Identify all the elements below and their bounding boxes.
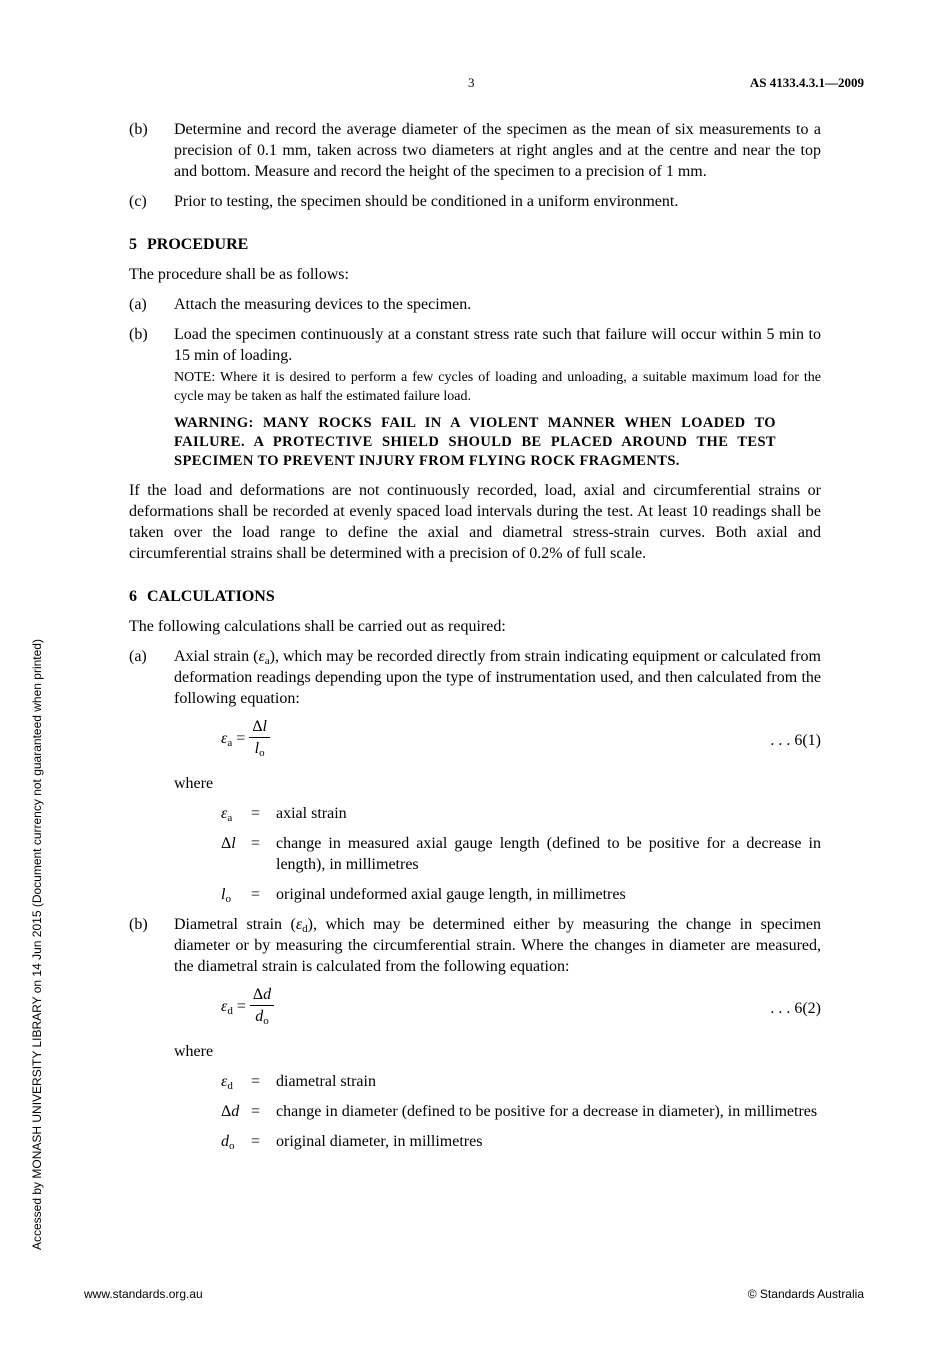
definition-equals: = [251, 886, 261, 903]
section-intro: The following calculations shall be carried out as required: [129, 618, 506, 635]
definition-equals: = [251, 835, 261, 852]
item-text: Axial strain $(\varepsilon_a)$, which may be recorded directly from strain indicating equipment or calculated from deformation readings depending upon the type of instrumentation used, and then calculated from the following equation: [174, 648, 822, 707]
definition-equals: = [251, 1103, 261, 1120]
item-label: (a) [129, 648, 147, 665]
definition-row [221, 1131, 821, 1152]
list-item [129, 646, 821, 709]
definition-row [221, 803, 821, 824]
definition-equals: = [251, 1073, 261, 1090]
equation-6-2 [129, 985, 821, 1035]
item-label: (b) [129, 916, 148, 933]
item-text: Prior to testing, the specimen should be conditioned in a uniform environment. [174, 193, 679, 210]
page-number: 3 [468, 75, 475, 90]
definition-text: change in measured axial gauge length (defined to be positive for a decrease in length), in millimetres [276, 835, 821, 873]
strain-symbol: ε [295, 916, 303, 933]
definition-row [221, 1071, 821, 1092]
fraction-numerator: Δd [250, 985, 274, 1006]
where-label: where [174, 1043, 214, 1060]
standard-designation: AS 4133.4.3.1—2009 [749, 75, 864, 90]
section-intro: The procedure shall be as follows: [129, 266, 349, 283]
equation-lhs: $\varepsilon_a$ = [221, 730, 246, 749]
list-item [129, 191, 821, 212]
definition-equals: = [251, 1133, 261, 1150]
item-label: (c) [129, 193, 147, 210]
definition-symbol: Δl [221, 835, 236, 852]
section-heading-procedure [129, 234, 821, 255]
definition-row [221, 833, 821, 875]
equation-lhs: $\varepsilon_d$ = [221, 998, 246, 1017]
definition-text: change in diameter (defined to be positive for a decrease in diameter), in millimetres [276, 1103, 818, 1120]
definition-symbol: $\varepsilon_d$ [221, 1073, 233, 1092]
list-item [129, 294, 821, 315]
section-heading-calculations [129, 586, 821, 607]
section-number: 5 [129, 236, 137, 253]
list-item [129, 119, 821, 182]
where-label: where [174, 775, 214, 792]
definition-equals: = [251, 805, 261, 822]
definition-text: original diameter, in millimetres [276, 1133, 483, 1150]
item-text: Determine and record the average diameter of the specimen as the mean of six measurements to a precision of 0.1 mm, taken across two diameters at right angles and at the centre and near the top and bottom. Measure and record the height of the specimen to a precision of 1 mm. [174, 121, 821, 180]
item-label: (b) [129, 326, 148, 343]
note-text: NOTE: Where it is desired to perform a few cycles of loading and unloading, a suitable maximum load for the cycle may be taken as half the estimated failure load. [174, 370, 821, 404]
footer-website: www.standards.org.au [84, 1287, 203, 1301]
definition-symbol: $\varepsilon_a$ [221, 805, 233, 824]
definition-symbol: Δd [221, 1103, 240, 1120]
strain-symbol: ε [258, 648, 265, 665]
fraction-denominator: $d_o$ [255, 1008, 269, 1027]
footer-copyright: © Standards Australia [747, 1287, 864, 1301]
list-item [129, 914, 821, 977]
item-text: Diametral strain $(\varepsilon_d)$, which may be determined either by measuring the change in specimen diameter or by measuring the circumferential strain. Where the changes in diameter are measured, the diametral strain is calculated from the following equation: [174, 916, 821, 975]
item-label: (a) [129, 296, 147, 313]
warning-text: WARNING: MANY ROCKS FAIL IN A VIOLENT MANNER WHEN LOADED TO FAILURE. A PROTECTIVE SHIELD SHOULD BE PLACED AROUND THE TEST SPECIMEN TO PREVENT INJURY FROM FLYING ROCK FRAGMENTS. [174, 415, 776, 469]
equation-6-1 [129, 717, 821, 767]
fraction-numerator: Δl [249, 717, 270, 738]
definition-symbol: $l_o$ [221, 886, 231, 905]
definition-text: axial strain [276, 805, 347, 822]
definition-row [221, 884, 821, 905]
access-watermark: Accessed by MONASH UNIVERSITY LIBRARY on 14 Jun 2015 (Document currency not guaranteed when printed) [30, 639, 44, 1250]
definition-symbol: $d_o$ [221, 1133, 235, 1152]
section-title: CALCULATIONS [147, 588, 275, 605]
equation-number: . . . 6(1) [770, 732, 821, 749]
paragraph: If the load and deformations are not continuously recorded, load, axial and circumferential strains or deformations shall be recorded at evenly spaced load intervals during the test. At least 10 readings shall be taken over the load range to define the axial and diametral stress-strain curves. Both axial and circumferential strains shall be determined with a precision of 0.2% of full scale. [129, 482, 821, 562]
equation-number: . . . 6(2) [770, 1000, 821, 1017]
equation-fraction [250, 985, 274, 1028]
item-content [174, 324, 821, 414]
item-text: Load the specimen continuously at a constant stress rate such that failure will occur within 5 min to 15 min of loading. [174, 326, 821, 364]
definition-text: original undeformed axial gauge length, in millimetres [276, 886, 626, 903]
fraction-denominator: $l_o$ [254, 740, 265, 759]
section-number: 6 [129, 588, 137, 605]
section-title: PROCEDURE [147, 236, 249, 253]
list-item [129, 324, 821, 414]
item-text: Attach the measuring devices to the specimen. [174, 296, 472, 313]
item-label: (b) [129, 121, 148, 138]
definition-text: diametral strain [276, 1073, 376, 1090]
document-body [129, 119, 821, 1161]
equation-fraction [249, 717, 270, 760]
definition-row [221, 1101, 821, 1122]
